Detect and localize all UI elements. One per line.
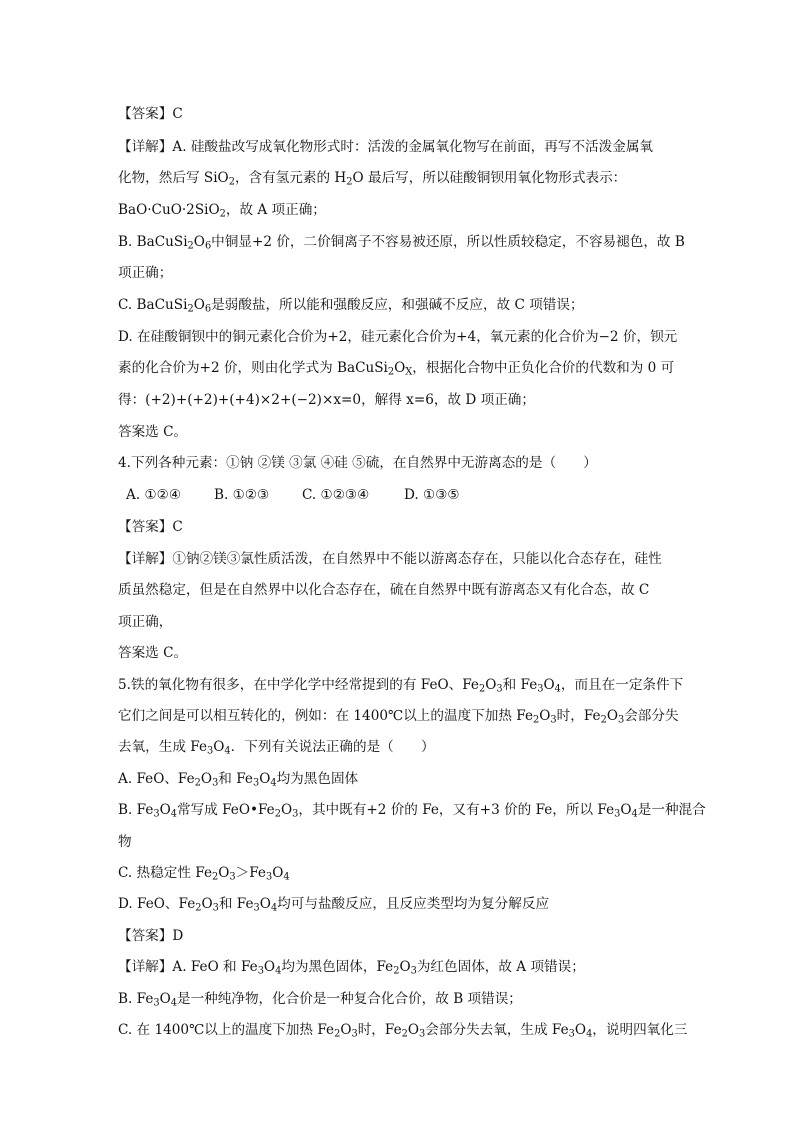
text-line (118, 453, 678, 473)
text-line (118, 263, 678, 283)
subscript: 3 (351, 1028, 358, 1040)
text-run: BaO·CuO·2SiO (118, 202, 220, 218)
subscript: 3 (212, 777, 219, 789)
text-run: O (200, 771, 213, 787)
subscript: 2 (187, 303, 194, 315)
subscript: 3 (212, 902, 219, 914)
q4-option-d: D. ①③⑤ (404, 487, 460, 503)
text-line (118, 832, 678, 852)
text-run: 时，Fe (357, 1022, 402, 1038)
text-run: ，而且在一定条件下 (560, 677, 684, 693)
text-run: O (263, 959, 276, 975)
subscript: 2 (274, 808, 281, 820)
text-run: O (539, 708, 551, 724)
text-line (118, 517, 678, 537)
subscript: 3 (253, 902, 260, 914)
text-run: 物 (118, 834, 132, 850)
text-run: 和 Fe (218, 896, 254, 912)
text-run: 为红色固体，故 A 项错误； (416, 959, 585, 975)
text-run: A. FeO、Fe (118, 771, 195, 787)
text-run: D. 在硅酸铜钡中的铜元素化合价为+2，硅元素化合价为+4，氧元素的化合价为−2 价，钡元 (118, 329, 678, 345)
q4-options (126, 485, 686, 505)
text-run: 项正确； (118, 265, 173, 281)
text-run: O (259, 896, 271, 912)
text-line (118, 863, 678, 883)
subscript: 3 (496, 683, 503, 695)
text-line (118, 643, 678, 663)
text-run: 【答案】C (118, 106, 183, 122)
text-run: O (485, 677, 497, 693)
subscript: 2 (600, 714, 607, 726)
text-run: O (280, 802, 293, 818)
text-line (118, 769, 678, 789)
text-run: 去氧，生成 Fe (118, 739, 208, 755)
subscript: 3 (207, 745, 214, 757)
text-line (118, 422, 678, 442)
text-run: 均为黑色固体，Fe (281, 959, 394, 975)
text-run: 它们之间是可以相互转化的，例如：在 1400℃以上的温度下加热 Fe (118, 708, 534, 724)
text-run: D. FeO、Fe (118, 896, 196, 912)
subscript: 2 (346, 176, 353, 188)
text-line (118, 390, 678, 410)
text-line (118, 926, 678, 946)
subscript: 2 (393, 965, 400, 977)
text-run: 【答案】C (118, 519, 183, 535)
text-run: O (340, 1022, 352, 1038)
text-line (118, 989, 678, 1009)
subscript: 2 (228, 176, 235, 188)
text-run: O (272, 865, 284, 881)
text-run: 化物，然后写 SiO (118, 170, 229, 186)
text-line (118, 358, 678, 378)
subscript: 4 (283, 871, 290, 883)
subscript: 2 (387, 366, 395, 378)
subscript: 3 (614, 808, 621, 820)
text-run: 4.下列各种元素：①钠 ②镁 ③氯 ④硅 ⑤硫，在自然界中无游离态的是（ ） (118, 455, 597, 471)
text-run: 时，Fe (556, 708, 601, 724)
subscript: 4 (586, 1028, 593, 1040)
subscript: 2 (478, 683, 486, 695)
text-line (118, 104, 678, 124)
text-run: ，说明四氧化三 (592, 1022, 688, 1038)
subscript: 3 (153, 808, 160, 820)
text-run: O (620, 802, 632, 818)
text-run: O (193, 234, 205, 250)
subscript: 4 (270, 777, 277, 789)
text-line (118, 168, 678, 188)
text-line (118, 737, 678, 757)
subscript: 2 (212, 871, 219, 883)
text-run: O (218, 865, 230, 881)
text-run: O (159, 802, 171, 818)
subscript: 4 (554, 683, 561, 695)
subscript: 3 (265, 871, 273, 883)
text-run: B. Fe (118, 991, 154, 1007)
text-line (118, 327, 678, 347)
text-run: ，根据化合物中正负化合价的代数和为 0 可 (412, 360, 675, 376)
subscript: 6 (204, 240, 212, 252)
text-run: 项正确， (118, 614, 173, 630)
text-run: 会部分失去氧，生成 Fe (425, 1022, 569, 1038)
text-run: 【答案】D (118, 928, 184, 944)
text-run: ＞Fe (235, 865, 266, 881)
subscript: 2 (187, 240, 194, 252)
text-line (118, 137, 678, 157)
q4-option-c: C. ①②③④ (302, 487, 370, 503)
text-run: B. BaCuSi (118, 234, 188, 250)
text-run: C. 热稳定性 Fe (118, 865, 212, 881)
text-line (118, 957, 678, 977)
text-run: 【详解】①钠②镁③氯性质活泼，在自然界中不能以游离态存在，只能以化合态存在，硅性 (118, 551, 662, 567)
subscript: 3 (153, 997, 160, 1009)
text-run: ．下列有关说法正确的是（ ） (230, 739, 435, 755)
subscript: 4 (170, 997, 177, 1009)
text-run: 是弱酸盐，所以能和强酸反应，和强碱不反应，故 C 项错误； (211, 297, 584, 313)
subscript: 3 (617, 714, 625, 726)
subscript: 3 (537, 683, 544, 695)
text-run: O (399, 959, 411, 975)
subscript: 4 (170, 808, 177, 820)
text-run: O (394, 360, 406, 376)
text-line (118, 549, 678, 569)
subscript: 3 (550, 714, 557, 726)
text-run: 是一种混合 (637, 802, 706, 818)
text-run: ，含有氢元素的 H (234, 170, 347, 186)
text-run: O (201, 896, 213, 912)
text-run: 素的化合价为+2 价，则由化学式为 BaCuSi (118, 360, 388, 376)
subscript: 3 (292, 808, 299, 820)
text-run: O (159, 991, 171, 1007)
subscript: 3 (252, 777, 260, 789)
text-run: O (543, 677, 555, 693)
text-run: 常写成 FeO•Fe (177, 802, 275, 818)
text-run: O 最后写，所以硅酸铜钡用氧化物形式表示： (352, 170, 627, 186)
text-run: 质虽然稳定，但是在自然界中以化合态存在，硫在自然界中既有游离态又有化合态，故 C (118, 582, 650, 598)
text-run: 和 Fe (218, 771, 253, 787)
text-run: B. Fe (118, 802, 154, 818)
text-run: O (574, 1022, 587, 1038)
subscript: 4 (224, 745, 231, 757)
subscript: X (405, 366, 413, 378)
q4-option-b: B. ①②③ (214, 487, 270, 503)
subscript: 6 (204, 303, 212, 315)
text-run: 会部分失 (624, 708, 679, 724)
text-run: C. BaCuSi (118, 297, 188, 313)
text-line (118, 706, 678, 726)
text-line (118, 800, 706, 820)
q4-option-a: A. ①②④ (126, 487, 182, 503)
text-line (118, 1020, 688, 1040)
text-run: 【详解】A. 硅酸盐改写成氧化物形式时：活泼的金属氧化物写在前面，再写不活泼金属氧 (118, 139, 654, 155)
subscript: 3 (568, 1028, 575, 1040)
text-line (118, 580, 678, 600)
subscript: 4 (270, 902, 278, 914)
subscript: 2 (401, 1028, 408, 1040)
subscript: 2 (334, 1028, 341, 1040)
text-run: 5.铁的氧化物有很多，在中学化学中经常提到的有 FeO、Fe (118, 677, 479, 693)
subscript: 3 (419, 1028, 426, 1040)
subscript: 2 (219, 208, 226, 220)
text-run: 得：(+2)+(+2)+(+4)×2+(−2)×x=0，解得 x=6，故 D 项正确； (118, 392, 535, 408)
text-run: 答案选 C。 (118, 645, 188, 661)
text-run: O (259, 771, 271, 787)
text-run: ，故 A 项正确； (225, 202, 326, 218)
text-line (118, 612, 678, 632)
text-run: 均为黑色固体 (276, 771, 359, 787)
subscript: 4 (631, 808, 638, 820)
subscript: 3 (229, 871, 236, 883)
text-run: O (213, 739, 225, 755)
text-run: O (407, 1022, 420, 1038)
text-run: O (193, 297, 205, 313)
text-run: 和 Fe (502, 677, 538, 693)
subscript: 2 (533, 714, 540, 726)
subscript: 3 (257, 965, 264, 977)
text-line (118, 232, 685, 252)
text-run: O (606, 708, 618, 724)
subscript: 3 (410, 965, 417, 977)
text-run: 【详解】A. FeO 和 Fe (118, 959, 258, 975)
subscript: 4 (275, 965, 282, 977)
text-line (118, 200, 678, 220)
text-run: 答案选 C。 (118, 424, 188, 440)
text-line (118, 894, 678, 914)
text-line (118, 675, 684, 695)
text-run: C. 在 1400℃以上的温度下加热 Fe (118, 1022, 335, 1038)
text-line (118, 295, 678, 315)
text-run: ，其中既有+2 价的 Fe，又有+3 价的 Fe，所以 Fe (298, 802, 615, 818)
text-run: 中铜显+2 价，二价铜离子不容易被还原，所以性质较稳定，不容易褪色，故 B (211, 234, 685, 250)
text-run: 均可与盐酸反应，且反应类型均为复分解反应 (277, 896, 550, 912)
text-run: 是一种纯净物，化合价是一种复合化合价，故 B 项错误； (177, 991, 522, 1007)
subscript: 2 (195, 902, 202, 914)
subscript: 2 (194, 777, 201, 789)
